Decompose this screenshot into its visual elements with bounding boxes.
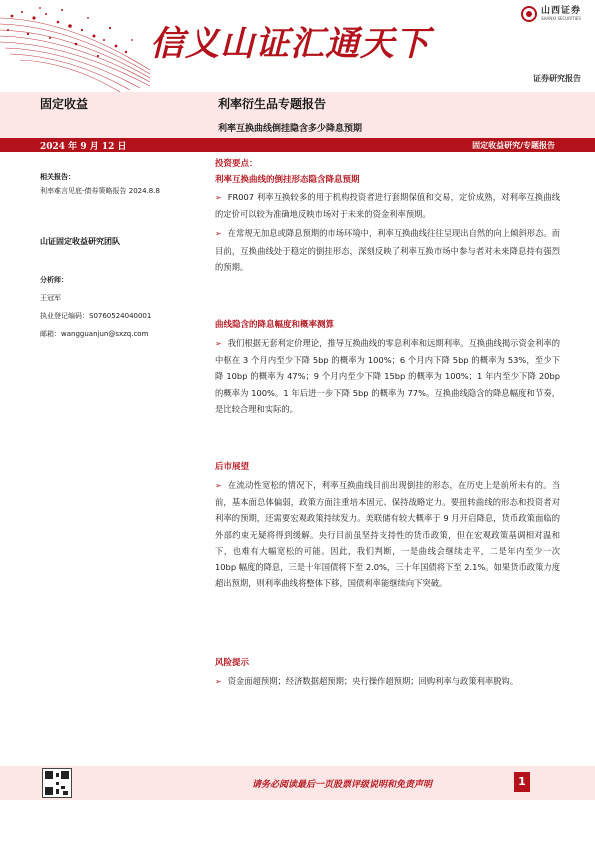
bullet-arrow-icon: ➢ — [215, 481, 222, 490]
related-reports-heading: 相关报告： — [40, 173, 75, 181]
paragraph: ➢ FR007 利率互换较多的用于机构投资者进行套期保值和交易，定价成熟，对利率互换曲线的定价可以较为准确地反映市场对于未来的资金利率预期。 — [215, 192, 560, 220]
report-title: 利率衍生品专题报告 — [218, 97, 327, 111]
section-heading: 风险提示 — [215, 658, 250, 668]
date-bar — [0, 138, 595, 152]
section-heading: 利率互换曲线的倒挂形态隐含降息预期 — [215, 175, 360, 185]
report-category: 固定收益 — [40, 97, 89, 111]
company-logo — [521, 6, 581, 22]
logo-icon — [521, 6, 537, 22]
paragraph: ➢ 在流动性宽松的情况下，利率互换曲线目前出现倒挂的形态，在历史上是前所未有的。当前，基本面总体偏弱，政策方面注重培本固元、保持战略定力。要扭转曲线的形态和投资者对利率的预期，还需要宏观政策持续发力。美联储有较大概率于 9 月开启降息，货币政策面临的外部约束无疑将得到缓解。央行目前虽坚持支持性的货币政策，但在宏观政策基调相对温和下，也难有大幅宽松的可能。因此，我们判断，一是曲线会继续走平，二是年内至少一次 10bp 幅度的降息，三是十年国债将下至 2.0%，三十年国债将下至 2.1%。如果货币政策力度超出预期，则利率曲线将整体下移，国债利率能继续向下突破。 — [215, 480, 560, 589]
paragraph: ➢ 我们根据无套利定价理论，推导互换曲线的零息利率和远期利率。互换曲线揭示资金利率的中枢在 3 个月内至少下降 5bp 的概率为 100%；6 个月内下降 5bp 的概率为 53%，至少下降 10bp 的概率为 47%；9 个月内至少下降 15bp 的概率为 100%；1 年内至少下降 20bp 的概率为 100%。1 年后进一步下降 5bp 的概率为 77%。互换曲线隐含的降息幅度和节奏，是比较合理和实际的。 — [215, 338, 560, 414]
section-heading: 曲线隐含的降息幅度和概率测算 — [215, 320, 335, 330]
logo-name-en: SHANXI SECURITIES — [540, 16, 581, 21]
analyst-name: 王冠军 — [40, 294, 61, 302]
logo-name: 山西证券 — [540, 6, 581, 16]
report-tag: 固定收益研究/专题报告 — [472, 141, 555, 150]
analyst-email: 邮箱：wangguanjun@sxzq.com — [40, 330, 149, 338]
slogan: 信义山证汇通天下 — [150, 24, 430, 64]
page-number: 1 — [514, 772, 530, 792]
report-subtitle: 利率互换曲线倒挂隐含多少降息预期 — [218, 124, 363, 134]
bullet-arrow-icon: ➢ — [215, 193, 222, 202]
report-type: 证券研究报告 — [533, 74, 581, 83]
key-points-label: 投资要点： — [215, 159, 258, 169]
paragraph: ➢ 在常规无加息或降息预期的市场环境中，利率互换曲线往往呈现出自然的向上倾斜形态。而目前，互换曲线处于稳定的倒挂形态，深刻反映了利率互换市场中参与者对未来降息持有强烈的预期。 — [215, 228, 560, 272]
bullet-arrow-icon: ➢ — [215, 677, 222, 686]
disclaimer-text: 请务必阅读最后一页股票评级说明和免责声明 — [252, 780, 433, 790]
analyst-license: 执业登记编码：S0760524040001 — [40, 312, 152, 320]
paragraph: ➢ 资金面超预期；经济数据超预期；央行操作超预期；回购利率与政策利率脱钩。 — [215, 676, 519, 686]
sidebar-info — [40, 172, 200, 338]
header-banner — [0, 0, 595, 92]
section-heading: 后市展望 — [215, 462, 250, 472]
research-team: 山证固定收益研究团队 — [40, 237, 120, 246]
report-date: 2024 年 9 月 12 日 — [40, 142, 127, 152]
analyst-heading: 分析师： — [40, 276, 68, 284]
qr-code-icon — [42, 768, 72, 798]
related-report-item: 利率难言见底-债券策略报告 2024.8.8 — [40, 187, 160, 195]
bullet-arrow-icon: ➢ — [215, 229, 222, 239]
bullet-arrow-icon: ➢ — [215, 339, 222, 348]
